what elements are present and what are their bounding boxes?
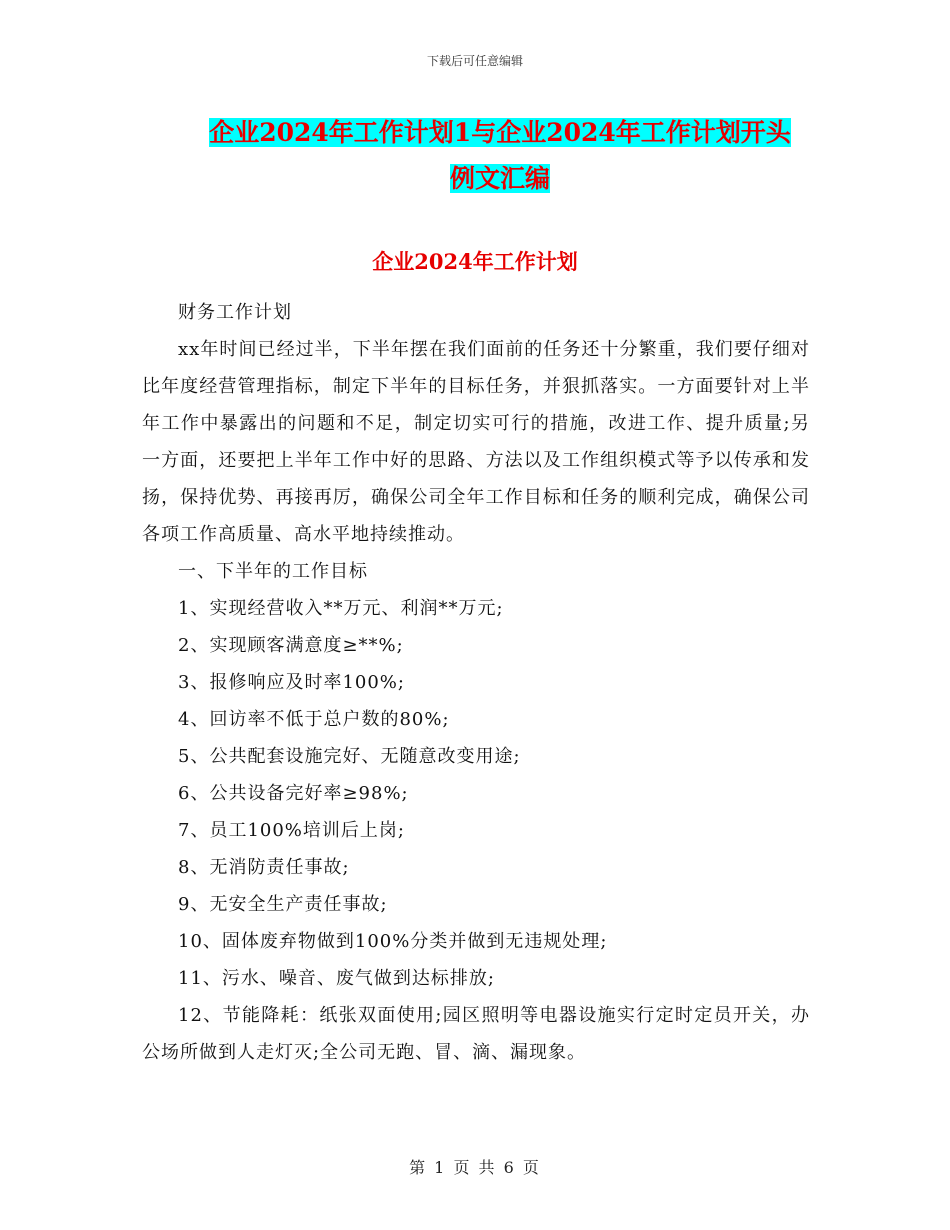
body-text <box>142 294 810 1071</box>
document-title-line-1: 企业2024年工作计划1与企业2024年工作计划开头 <box>209 118 791 147</box>
document-title <box>150 110 850 202</box>
list-item: 12、节能降耗：纸张双面使用;园区照明等电器设施实行定时定员开关，办公场所做到人走灯灭;全公司无跑、冒、滴、漏现象。 <box>142 1005 810 1063</box>
list-item: 3、报修响应及时率100%; <box>178 672 405 693</box>
list-item: 2、实现顾客满意度≥**%; <box>178 635 404 656</box>
header-note: 下载后可任意编辑 <box>426 54 523 68</box>
list-item: 1、实现经营收入**万元、利润**万元; <box>178 598 504 619</box>
section-title: 企业2024年工作计划 <box>372 249 578 274</box>
list-item: 4、回访率不低于总户数的80%; <box>178 709 450 730</box>
list-item: 5、公共配套设施完好、无随意改变用途; <box>178 746 521 767</box>
list-item: 9、无安全生产责任事故; <box>178 894 388 915</box>
list-item: 7、员工100%培训后上岗; <box>178 820 405 841</box>
list-item: 10、固体废弃物做到100%分类并做到无违规处理; <box>178 931 608 952</box>
paragraph: 财务工作计划 <box>178 302 292 323</box>
paragraph: 一、下半年的工作目标 <box>178 561 368 582</box>
list-item: 11、污水、噪音、废气做到达标排放; <box>178 968 495 989</box>
paragraph: xx年时间已经过半，下半年摆在我们面前的任务还十分繁重，我们要仔细对比年度经营管理指标，制定下半年的目标任务，并狠抓落实。一方面要针对上半年工作中暴露出的问题和不足，制定切实可行的措施，改进工作、提升质量;另一方面，还要把上半年工作中好的思路、方法以及工作组织模式等予以传承和发扬，保持优势、再接再厉，确保公司全年工作目标和任务的顺利完成，确保公司各项工作高质量、高水平地持续推动。 <box>142 339 810 545</box>
document-title-line-2: 例文汇编 <box>449 164 550 193</box>
list-item: 8、无消防责任事故; <box>178 857 350 878</box>
list-item: 6、公共设备完好率≥98%; <box>178 783 409 804</box>
page-footer: 第 1 页 共 6 页 <box>409 1158 541 1177</box>
